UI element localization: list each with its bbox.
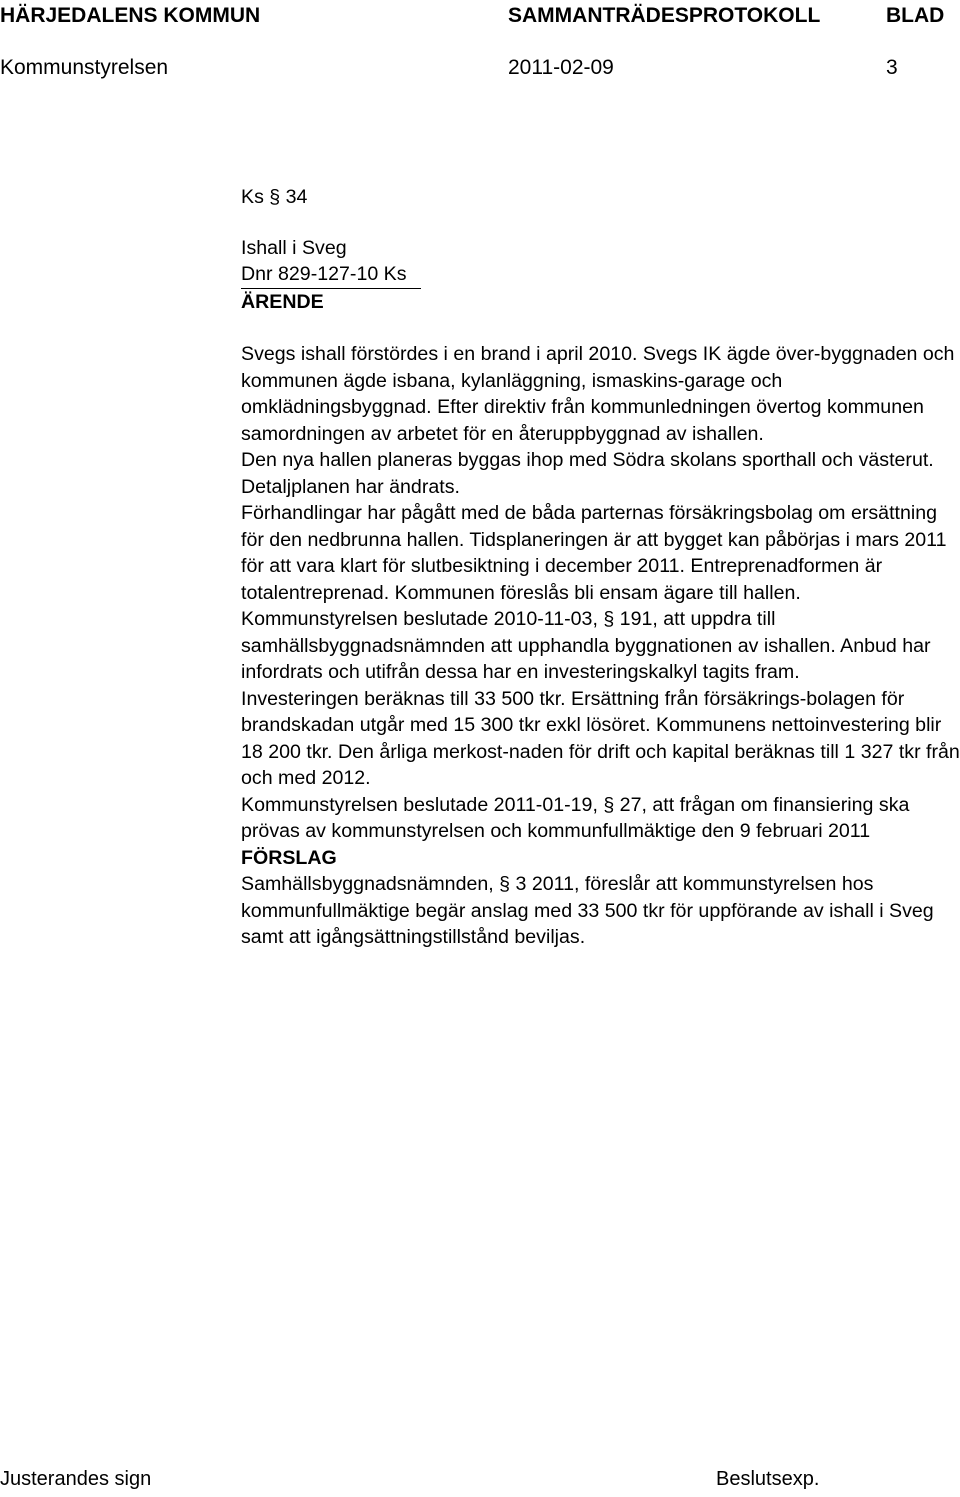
- case-title-block: [241, 235, 421, 289]
- page-header: [0, 0, 960, 92]
- document-body: [241, 184, 960, 951]
- signature-label: Justerandes sign: [0, 1468, 152, 1490]
- paragraph-location: Den nya hallen planeras byggas ihop med Södra skolans sporthall och västerut. Detaljplanen har ändrats.: [241, 449, 934, 498]
- paragraph-negotiations: Förhandlingar har pågått med de båda parternas försäkringsbolag om ersättning för den nedbrunna hallen. Tidsplaneringen är att bygget kan påbörjas i mars 2011 för att vara klart för slutbesiktning i december 2011. Entreprenadformen är totalentreprenad. Kommunen föreslås bli ensam ägare till hallen.: [241, 502, 947, 604]
- page-number: 3: [886, 56, 898, 79]
- case-title: Ishall i Sveg: [241, 236, 347, 259]
- document-type: SAMMANTRÄDESPROTOKOLL: [508, 4, 821, 27]
- case-dnr: Dnr 829-127-10 Ks: [241, 263, 407, 285]
- dispatch-label: Beslutsexp.: [716, 1468, 820, 1490]
- paragraph-background: Svegs ishall förstördes i en brand i april 2010. Svegs IK ägde över-byggnaden och kommunen ägde isbana, kylanläggning, ismaskins-garage och omklädningsbyggnad. Efter direktiv från kommunledningen övertog kommunen samordningen av arbetet för en återuppbyggnad av ishallen.: [241, 343, 955, 445]
- blad-label: BLAD: [886, 4, 945, 27]
- committee-name: Kommunstyrelsen: [0, 56, 169, 79]
- municipality-name: HÄRJEDALENS KOMMUN: [0, 4, 261, 27]
- forslag-heading: FÖRSLAG: [241, 846, 337, 869]
- meeting-date: 2011-02-09: [508, 56, 614, 79]
- paragraph-decision-financing: Kommunstyrelsen beslutade 2011-01-19, § 27, att frågan om finansiering ska prövas av kommunstyrelsen och kommunfullmäktige den 9 februari 2011: [241, 793, 910, 842]
- paragraph-investment: Investeringen beräknas till 33 500 tkr. Ersättning från försäkrings-bolagen för brandskadan utgår med 15 300 tkr exkl lösöret. Kommunens nettoinvestering blir 18 200 tkr. Den årliga merkost-naden för drift och kapital beräknas till 1 327 tkr från och med 2012.: [241, 687, 960, 789]
- paragraph-proposal: Samhällsbyggnadsnämnden, § 3 2011, föreslår att kommunstyrelsen hos kommunfullmäktige begär anslag med 33 500 tkr för uppförande av ishall i Sveg samt att igångsättningstillstånd beviljas.: [241, 873, 934, 948]
- arende-heading: ÄRENDE: [241, 290, 324, 313]
- case-number: Ks § 34: [241, 186, 308, 208]
- paragraph-decision-procurement: Kommunstyrelsen beslutade 2010-11-03, § 191, att uppdra till samhällsbyggnadsnämnden att upphandla byggnationen av ishallen. Anbud har infordrats och utifrån dessa har en investeringskalkyl tagits fram.: [241, 608, 931, 683]
